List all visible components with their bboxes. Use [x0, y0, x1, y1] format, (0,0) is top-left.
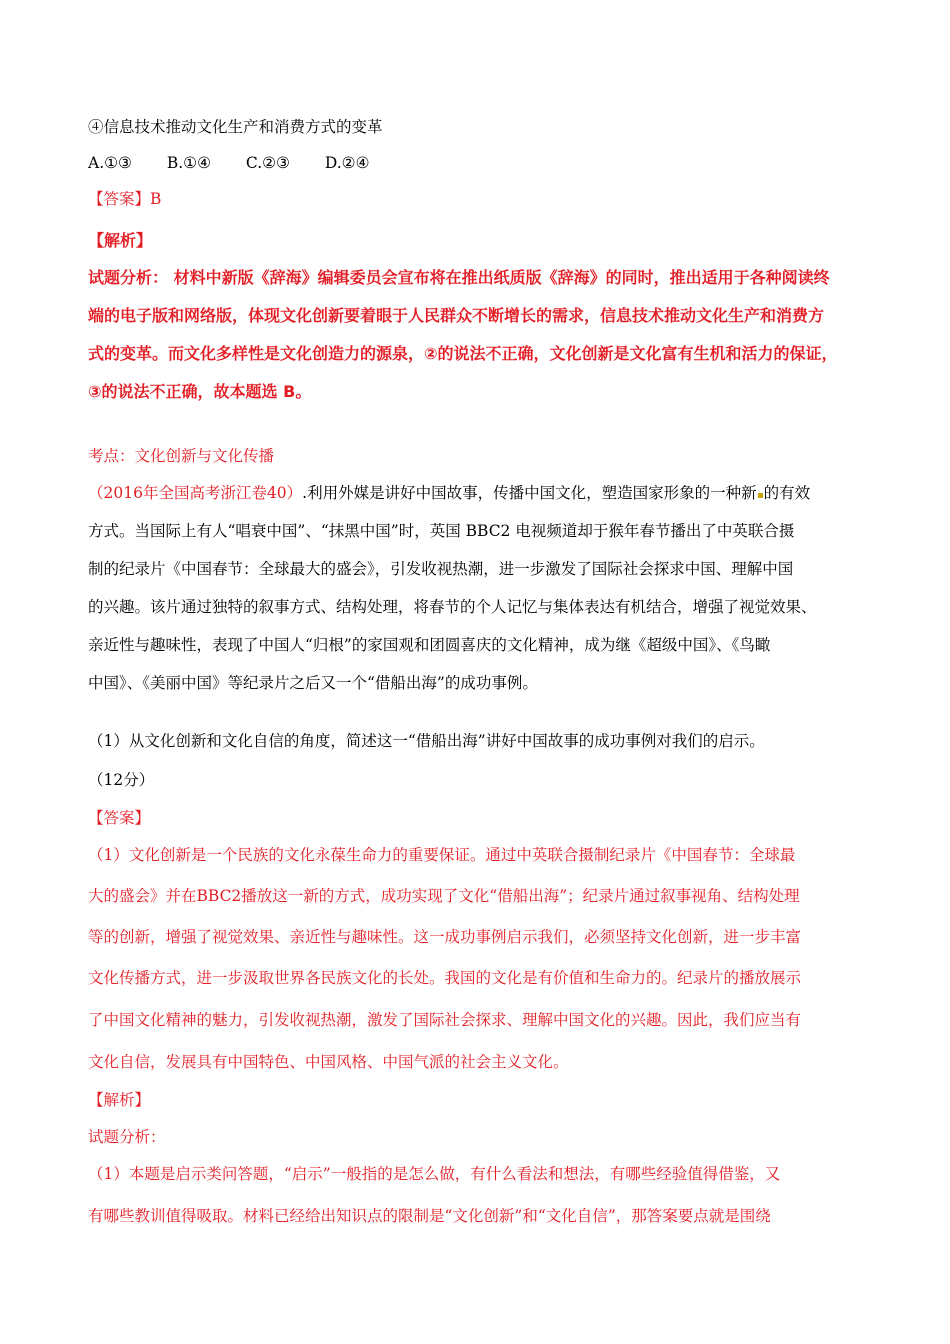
question-2-first-line [88, 483, 810, 503]
analysis-line: ③的说法不正确，故本题选 B。 [88, 382, 312, 401]
answer-label: 【答案】 [88, 190, 151, 208]
answer-options [88, 153, 399, 173]
option-a: A.①③ [88, 154, 132, 172]
question-line: 中国》、《美丽中国》等纪录片之后又一个“借船出海”的成功事例。 [88, 674, 538, 692]
answer-2-label: 【答案】 [88, 809, 151, 827]
answer-1 [88, 189, 161, 209]
option-b: B.①④ [166, 154, 211, 172]
answer-line: 文化自信，发展具有中国特色、中国风格、中国气派的社会主义文化。 [88, 1053, 569, 1071]
question-line: 方式。当国际上有人“唱衰中国”、“抹黑中国”时，英国 BBC2 电视频道却于猴年春节播出了中英联合摄 [88, 522, 795, 540]
answer-line: （1）文化创新是一个民族的文化永葆生命力的重要保证。通过中英联合摄制纪录片《中国春节：全球最 [88, 846, 796, 864]
option-c: C.②③ [245, 154, 290, 172]
points: （12分） [88, 771, 155, 789]
answer-line: 了中国文化精神的魅力，引发收视热潮，激发了国际社会探求、理解中国文化的兴趣。因此，我们应当有 [88, 1011, 802, 1029]
question-text: 的有效 [763, 484, 811, 502]
question-source: （2016年全国高考浙江卷40） [88, 484, 303, 502]
question-line: 的兴趣。该片通过独特的叙事方式、结构处理，将春节的个人记忆与集体表达有机结合，增强了视觉效果、 [88, 598, 817, 616]
sub-question: （1）从文化创新和文化自信的角度，简述这一“借船出海”讲好中国故事的成功事例对我们的启示。 [88, 732, 765, 750]
analysis-2-line: （1）本题是启示类问答题，“启示”一般指的是怎么做，有什么看法和想法，有哪些经验值得借鉴，又 [88, 1165, 781, 1183]
analysis-2-intro: 试题分析： [88, 1128, 166, 1146]
answer-line: 等的创新，增强了视觉效果、亲近性与趣味性。这一成功事例启示我们，必须坚持文化创新，进一步丰富 [88, 928, 802, 946]
kaodian: 考点：文化创新与文化传播 [88, 447, 275, 465]
question-text: .利用外媒是讲好中国故事，传播中国文化，塑造国家形象的一种新 [302, 484, 757, 502]
question-line: 亲近性与趣味性，表现了中国人“归根”的家国观和团圆喜庆的文化精神，成为继《超级中国》、《鸟瞰 [88, 636, 771, 654]
analysis-label: 【解析】 [88, 231, 153, 250]
answer-value: B [150, 190, 162, 208]
question-item-4: ④信息技术推动文化生产和消费方式的变革 [88, 118, 383, 136]
analysis-2-label: 【解析】 [88, 1091, 151, 1109]
analysis-line: 式的变革。而文化多样性是文化创造力的源泉，②的说法不正确，文化创新是文化富有生机和活力的保证， [88, 344, 838, 363]
analysis-line: 试题分析： 材料中新版《辞海》编辑委员会宣布将在推出纸质版《辞海》的同时，推出适用于各种阅读终 [88, 268, 830, 287]
answer-line: 大的盛会》并在BBC2播放这一新的方式，成功实现了文化“借船出海”；纪录片通过叙事视角、结构处理 [88, 887, 800, 905]
analysis-line: 端的电子版和网络版，体现文化创新要着眼于人民群众不断增长的需求，信息技术推动文化生产和消费方 [88, 306, 825, 325]
option-d: D.②④ [324, 154, 370, 172]
question-line: 制的纪录片《中国春节：全球最大的盛会》，引发收视热潮，进一步激发了国际社会探求中国、理解中国 [88, 560, 794, 578]
answer-line: 文化传播方式，进一步汲取世界各民族文化的长处。我国的文化是有价值和生命力的。纪录片的播放展示 [88, 969, 802, 987]
marker-dot [758, 493, 763, 498]
analysis-2-line: 有哪些教训值得吸取。材料已经给出知识点的限制是“文化创新”和“文化自信”，那答案要点就是围绕 [88, 1207, 771, 1225]
